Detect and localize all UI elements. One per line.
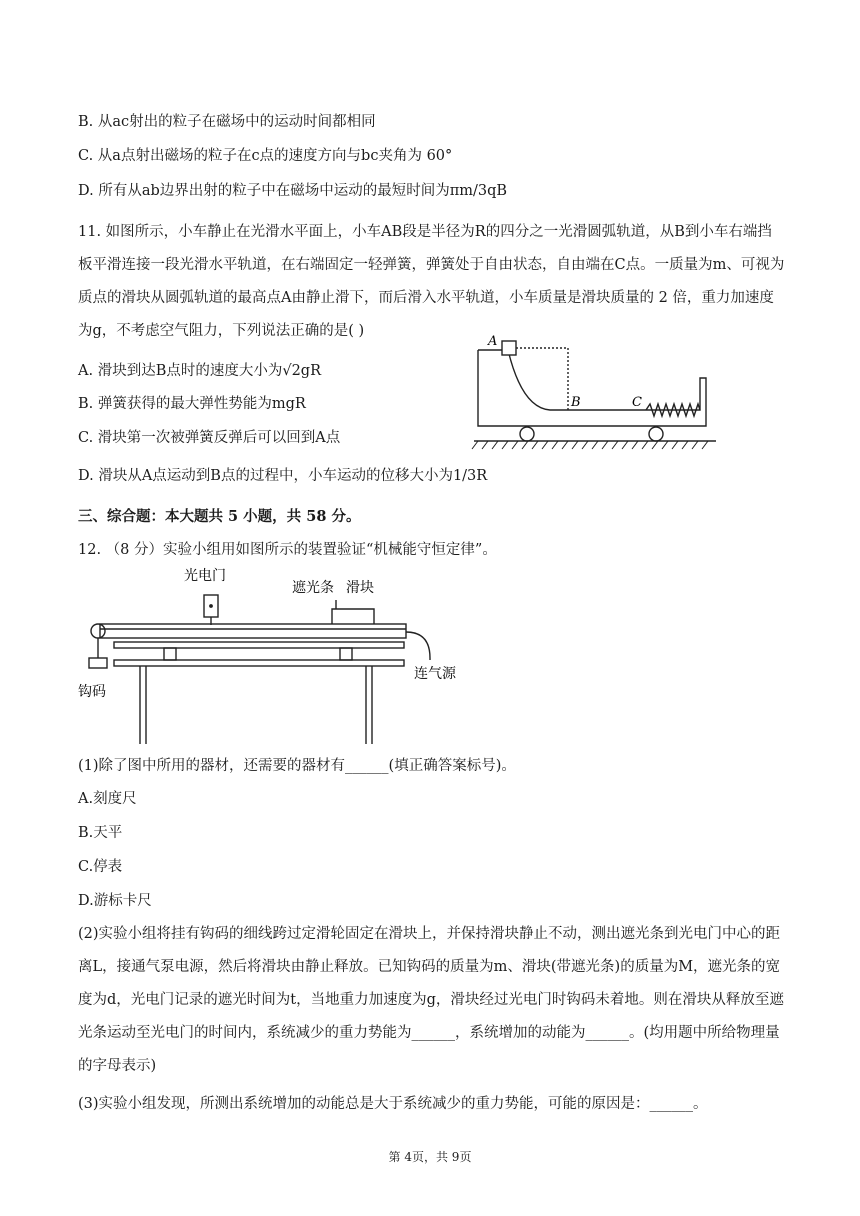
q12-choice-b: B.天平 (78, 825, 123, 841)
air-track-figure (78, 562, 470, 746)
q10-option-c: C. 从a点射出磁场的粒子在c点的速度方向与bc夹角为 60° (78, 148, 453, 164)
q12-stem: 12. （8 分）实验小组用如图所示的装置验证“机械能守恒定律”。 (78, 542, 497, 558)
q12-choice-d: D.游标卡尺 (78, 893, 152, 909)
label-b: B (571, 395, 581, 410)
q12-part3: (3)实验小组发现，所测出系统增加的动能总是大于系统减少的重力势能，可能的原因是：______。 (78, 1096, 708, 1112)
page-footer: 第 4页，共 9页 (388, 1150, 472, 1164)
q10-option-d: D. 所有从ab边界出射的粒子中在磁场中运动的最短时间为πm/3qB (78, 183, 508, 199)
q11-option-b: B. 弹簧获得的最大弹性势能为mgR (78, 396, 306, 412)
label-c: C (632, 395, 642, 410)
label-slider: 滑块 (346, 580, 374, 596)
label-shade-strip: 遮光条 (292, 580, 334, 596)
label-a: A (488, 334, 498, 349)
q12-choice-a: A.刻度尺 (78, 791, 137, 807)
q11-stem: 11. 如图所示，小车静止在光滑水平面上，小车AB段是半径为R的四分之一光滑圆弧轨道，从B到小车右端挡板平滑连接一段光滑水平轨道，在右端固定一轻弹簧，弹簧处于自由状态，自由端在C点。一质量为m、可视为质点的滑块从圆弧轨道的最高点A由静止滑下，而后滑入水平轨道，小车质量是滑块质量的 2 倍，重力加速度为g，不考虑空气阻力，下列说法正确的是( ) (78, 224, 785, 339)
section-3-header: 三、综合题：本大题共 5 小题，共 58 分。 (78, 508, 361, 525)
q12-choice-c: C.停表 (78, 859, 123, 875)
label-photogate: 光电门 (184, 568, 226, 584)
q12-part1: (1)除了图中所用的器材，还需要的器材有______(填正确答案标号)。 (78, 758, 516, 774)
label-hook-weight: 钩码 (78, 684, 106, 700)
q11-option-c: C. 滑块第一次被弹簧反弹后可以回到A点 (78, 430, 341, 446)
cart-track-figure (470, 330, 720, 452)
q11-option-a: A. 滑块到达B点时的速度大小为√2gR (78, 363, 322, 379)
q10-option-b: B. 从ac射出的粒子在磁场中的运动时间都相同 (78, 114, 376, 130)
q12-part2: (2)实验小组将挂有钩码的细线跨过定滑轮固定在滑块上，并保持滑块静止不动，测出遮光条到光电门中心的距离L，接通气泵电源，然后将滑块由静止释放。已知钩码的质量为m、滑块(带遮光条)的质量为M，遮光条的宽度为d，光电门记录的遮光时间为t，当地重力加速度为g，滑块经过光电门时钩码未着地。则在滑块从释放至遮光条运动至光电门的时间内，系统减少的重力势能为______，系统增加的动能为______。(均用题中所给物理量的字母表示) (78, 926, 784, 1074)
label-air-source: 连气源 (414, 666, 456, 682)
q11-option-d: D. 滑块从A点运动到B点的过程中，小车运动的位移大小为1/3R (78, 468, 488, 484)
